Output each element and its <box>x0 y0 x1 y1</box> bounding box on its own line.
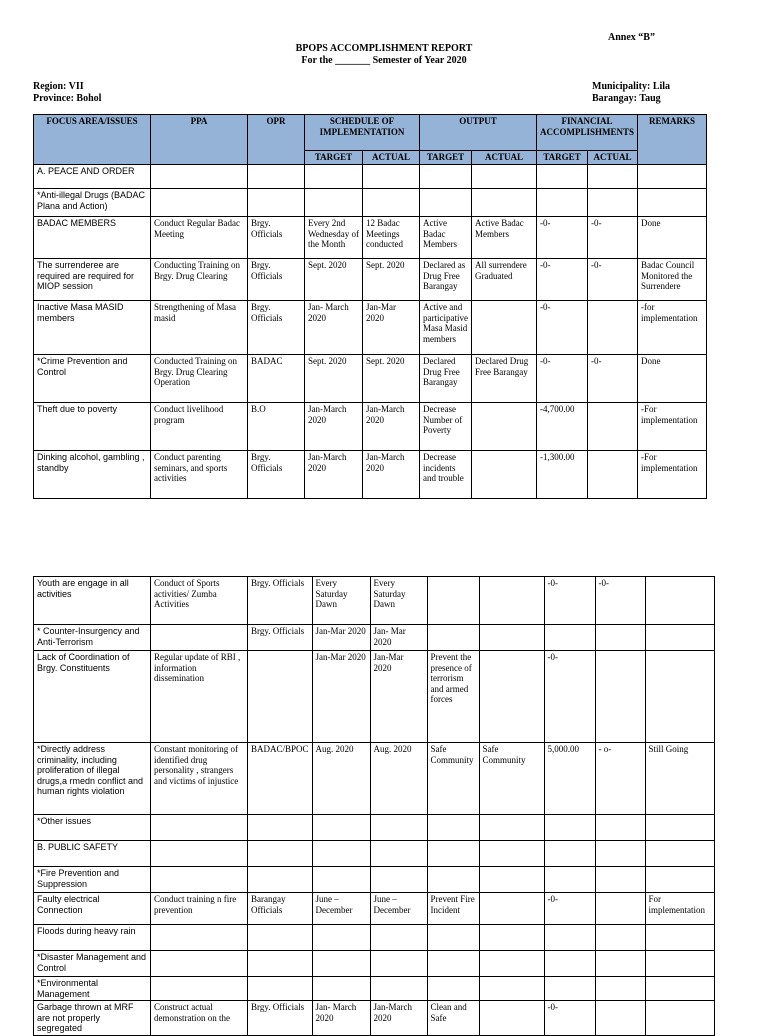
cell-output-target <box>427 977 479 1001</box>
cell-schedule-actual <box>363 189 420 217</box>
cell-schedule-target <box>312 841 370 867</box>
table-row <box>34 925 715 951</box>
cell-output-target <box>427 815 479 841</box>
cell-schedule-actual <box>370 815 427 841</box>
table-row <box>34 625 715 651</box>
cell-financial-actual <box>595 625 645 651</box>
cell-financial-target <box>544 815 595 841</box>
cell-opr: BADAC <box>248 355 305 403</box>
cell-financial-target <box>537 189 588 217</box>
cell-ppa: Constant monitoring of identified drug personality , strangers and victims of injustice <box>151 743 248 815</box>
cell-focus-area: Garbage thrown at MRF are not properly segregated <box>34 1001 151 1036</box>
cell-financial-target <box>544 925 595 951</box>
table-1-body <box>34 165 707 499</box>
cell-opr <box>248 977 313 1001</box>
cell-financial-actual <box>595 977 645 1001</box>
cell-output-target <box>427 867 479 893</box>
cell-opr: Brgy. Officials <box>248 625 313 651</box>
cell-output-actual <box>472 189 537 217</box>
cell-financial-target: -1,300.00 <box>537 451 588 499</box>
table-row <box>34 651 715 743</box>
cell-schedule-target: Jan-Mar 2020 <box>312 651 370 743</box>
cell-remarks <box>638 165 707 189</box>
table-row <box>34 977 715 1001</box>
cell-remarks: Done <box>638 355 707 403</box>
cell-financial-actual <box>588 165 638 189</box>
cell-schedule-actual: Every Saturday Dawn <box>370 577 427 625</box>
cell-focus-area: *Environmental Management <box>34 977 151 1001</box>
header-schedule-target: TARGET <box>305 151 363 165</box>
cell-output-target: Declared Drug Free Barangay <box>420 355 472 403</box>
cell-focus-area: *Other issues <box>34 815 151 841</box>
cell-schedule-actual: Jan-Mar 2020 <box>370 651 427 743</box>
cell-output-target: Declared as Drug Free Barangay <box>420 259 472 301</box>
cell-output-actual <box>479 977 544 1001</box>
cell-financial-target <box>544 625 595 651</box>
cell-output-target <box>427 577 479 625</box>
cell-output-actual <box>479 951 544 977</box>
cell-financial-target: 5,000.00 <box>544 743 595 815</box>
cell-output-actual: All surrendere Graduated <box>472 259 537 301</box>
cell-ppa <box>151 951 248 977</box>
cell-financial-target: -0- <box>537 355 588 403</box>
cell-schedule-target <box>312 867 370 893</box>
cell-schedule-actual: Jan-March 2020 <box>363 403 420 451</box>
cell-ppa: Regular update of RBI , information dissemination <box>151 651 248 743</box>
report-table-2 <box>33 576 715 1036</box>
cell-opr <box>248 841 313 867</box>
cell-focus-area: Dinking alcohol, gambling , standby <box>34 451 151 499</box>
cell-ppa <box>151 925 248 951</box>
cell-opr: B.O <box>248 403 305 451</box>
cell-output-target: Active and participative Masa Masid members <box>420 301 472 355</box>
table-row <box>34 867 715 893</box>
cell-remarks: Done <box>638 217 707 259</box>
cell-financial-actual <box>595 951 645 977</box>
cell-focus-area: * Counter-Insurgency and Anti-Terrorism <box>34 625 151 651</box>
cell-schedule-target: Every Saturday Dawn <box>312 577 370 625</box>
table-row <box>34 841 715 867</box>
barangay-label: Barangay: Taug <box>592 93 661 104</box>
cell-schedule-actual: Sept. 2020 <box>363 355 420 403</box>
cell-financial-target <box>544 841 595 867</box>
cell-financial-target: -0- <box>537 217 588 259</box>
cell-schedule-actual: Jan-March 2020 <box>363 451 420 499</box>
cell-focus-area: *Disaster Management and Control <box>34 951 151 977</box>
cell-remarks <box>645 841 714 867</box>
header-financial-target: TARGET <box>537 151 588 165</box>
cell-output-actual: Safe Community <box>479 743 544 815</box>
cell-financial-target <box>544 977 595 1001</box>
cell-ppa <box>151 189 248 217</box>
cell-opr: BADAC/BPOC <box>248 743 313 815</box>
cell-financial-actual: -0- <box>595 577 645 625</box>
table-row <box>34 165 707 189</box>
cell-output-actual <box>472 403 537 451</box>
cell-focus-area: *Anti-illegal Drugs (BADAC Plana and Action) <box>34 189 151 217</box>
cell-remarks <box>645 867 714 893</box>
cell-financial-target: -0- <box>544 651 595 743</box>
cell-schedule-actual <box>370 867 427 893</box>
cell-output-actual <box>472 451 537 499</box>
table-row <box>34 743 715 815</box>
cell-output-actual <box>479 925 544 951</box>
cell-remarks <box>645 815 714 841</box>
cell-schedule-target <box>312 925 370 951</box>
cell-ppa: Construct actual demonstration on the <box>151 1001 248 1036</box>
cell-opr: Brgy. Officials <box>248 259 305 301</box>
cell-financial-actual <box>588 189 638 217</box>
cell-output-actual <box>479 893 544 925</box>
municipality-label: Municipality: Lila <box>592 81 671 92</box>
header-output-actual: ACTUAL <box>472 151 537 165</box>
location-right <box>592 81 670 105</box>
cell-focus-area: *Crime Prevention and Control <box>34 355 151 403</box>
cell-financial-target: -0- <box>544 893 595 925</box>
cell-output-target <box>420 189 472 217</box>
cell-remarks <box>638 189 707 217</box>
cell-opr <box>248 951 313 977</box>
cell-ppa <box>151 165 248 189</box>
header-financial: FINANCIAL ACCOMPLISHMENTS <box>537 115 638 151</box>
cell-financial-actual <box>588 301 638 355</box>
table-row <box>34 951 715 977</box>
cell-output-actual <box>479 815 544 841</box>
cell-ppa: Conduct livelihood program <box>151 403 248 451</box>
cell-financial-actual: -0- <box>588 355 638 403</box>
cell-remarks <box>645 577 714 625</box>
cell-remarks: -For implementation <box>638 403 707 451</box>
cell-schedule-target: June – December <box>312 893 370 925</box>
cell-output-target <box>420 165 472 189</box>
cell-financial-target: -0- <box>544 577 595 625</box>
table-row <box>34 815 715 841</box>
cell-financial-target: -0- <box>544 1001 595 1036</box>
cell-schedule-target: Jan-March 2020 <box>305 451 363 499</box>
cell-financial-actual <box>588 451 638 499</box>
cell-ppa: Conduct training n fire prevention <box>151 893 248 925</box>
cell-ppa: Conducted Training on Brgy. Drug Clearing Operation <box>151 355 248 403</box>
cell-ppa: Strengthening of Masa masid <box>151 301 248 355</box>
cell-remarks <box>645 625 714 651</box>
cell-schedule-actual <box>370 925 427 951</box>
cell-schedule-target: Sept. 2020 <box>305 259 363 301</box>
cell-schedule-actual: Sept. 2020 <box>363 259 420 301</box>
cell-output-target: Decrease Number of Poverty <box>420 403 472 451</box>
cell-output-target: Active Badac Members <box>420 217 472 259</box>
cell-output-actual <box>479 625 544 651</box>
cell-schedule-target: Jan- March 2020 <box>312 1001 370 1036</box>
table-row <box>34 577 715 625</box>
cell-financial-actual: -0- <box>588 217 638 259</box>
cell-output-target: Clean and Safe <box>427 1001 479 1036</box>
cell-opr <box>248 651 313 743</box>
cell-financial-actual <box>595 651 645 743</box>
region-label: Region: VII <box>33 81 84 92</box>
cell-output-actual <box>479 867 544 893</box>
cell-remarks <box>645 1001 714 1036</box>
cell-schedule-target <box>305 189 363 217</box>
cell-schedule-actual: 12 Badac Meetings conducted <box>363 217 420 259</box>
cell-schedule-target: Every 2nd Wednesday of the Month <box>305 217 363 259</box>
cell-output-target <box>427 625 479 651</box>
cell-focus-area: *Directly address criminality, including proliferation of illegal drugs,a rmedn conflict and human rights violation <box>34 743 151 815</box>
cell-schedule-actual: Jan-Mar 2020 <box>363 301 420 355</box>
cell-schedule-target: Jan-March 2020 <box>305 403 363 451</box>
cell-opr: Brgy. Officials <box>248 217 305 259</box>
header-output-target: TARGET <box>420 151 472 165</box>
cell-schedule-target <box>312 815 370 841</box>
header-focus-area: FOCUS AREA/ISSUES <box>34 115 151 165</box>
cell-schedule-target: Jan-Mar 2020 <box>312 625 370 651</box>
cell-ppa: Conduct Regular Badac Meeting <box>151 217 248 259</box>
cell-focus-area: Youth are engage in all activities <box>34 577 151 625</box>
cell-focus-area: B. PUBLIC SAFETY <box>34 841 151 867</box>
cell-schedule-actual: June – December <box>370 893 427 925</box>
annex-label: Annex “B” <box>608 32 655 43</box>
cell-remarks: For implementation <box>645 893 714 925</box>
cell-schedule-target <box>305 165 363 189</box>
table-row <box>34 403 707 451</box>
cell-schedule-target: Aug. 2020 <box>312 743 370 815</box>
cell-focus-area: The surrenderee are required are required for MIOP session <box>34 259 151 301</box>
table-row <box>34 189 707 217</box>
cell-remarks: -For implementation <box>638 451 707 499</box>
report-title <box>0 43 768 67</box>
cell-focus-area: Theft due to poverty <box>34 403 151 451</box>
cell-output-actual <box>479 1001 544 1036</box>
cell-ppa: Conduct of Sports activities/ Zumba Activities <box>151 577 248 625</box>
cell-output-actual <box>479 651 544 743</box>
cell-remarks: Still Going <box>645 743 714 815</box>
cell-financial-target: -0- <box>537 301 588 355</box>
cell-remarks <box>645 951 714 977</box>
cell-output-actual <box>479 841 544 867</box>
cell-output-target <box>427 951 479 977</box>
cell-ppa <box>151 867 248 893</box>
cell-remarks <box>645 977 714 1001</box>
cell-output-target <box>427 841 479 867</box>
cell-schedule-actual <box>363 165 420 189</box>
cell-opr: Brgy. Officials <box>248 577 313 625</box>
cell-output-target: Safe Community <box>427 743 479 815</box>
cell-focus-area: Floods during heavy rain <box>34 925 151 951</box>
cell-ppa: Conducting Training on Brgy. Drug Clearing <box>151 259 248 301</box>
table-row <box>34 301 707 355</box>
cell-opr <box>248 189 305 217</box>
header-ppa: PPA <box>151 115 248 165</box>
cell-financial-actual: -0- <box>588 259 638 301</box>
cell-opr <box>248 165 305 189</box>
cell-financial-target <box>537 165 588 189</box>
cell-remarks: Badac Council Monitored the Surrendere <box>638 259 707 301</box>
header-schedule-actual: ACTUAL <box>363 151 420 165</box>
cell-opr: Brgy. Officials <box>248 1001 313 1036</box>
cell-opr <box>248 867 313 893</box>
cell-financial-target: -0- <box>537 259 588 301</box>
cell-ppa <box>151 815 248 841</box>
cell-financial-target <box>544 867 595 893</box>
header-opr: OPR <box>248 115 305 165</box>
cell-focus-area: Inactive Masa MASID members <box>34 301 151 355</box>
cell-output-actual: Active Badac Members <box>472 217 537 259</box>
cell-remarks <box>645 925 714 951</box>
cell-focus-area: Faulty electrical Connection <box>34 893 151 925</box>
header-remarks: REMARKS <box>638 115 707 165</box>
table-row <box>34 259 707 301</box>
cell-schedule-target <box>312 977 370 1001</box>
cell-focus-area: A. PEACE AND ORDER <box>34 165 151 189</box>
table-row <box>34 355 707 403</box>
cell-remarks <box>645 651 714 743</box>
location-left <box>33 81 101 105</box>
province-label: Province: Bohol <box>33 93 102 104</box>
cell-financial-actual <box>595 815 645 841</box>
cell-schedule-actual: Aug. 2020 <box>370 743 427 815</box>
header-schedule: SCHEDULE OF IMPLEMENTATION <box>305 115 420 151</box>
report-table-1 <box>33 114 707 499</box>
cell-ppa <box>151 625 248 651</box>
cell-schedule-target: Jan- March 2020 <box>305 301 363 355</box>
table-row <box>34 451 707 499</box>
cell-opr <box>248 815 313 841</box>
cell-focus-area: *Fire Prevention and Suppression <box>34 867 151 893</box>
cell-output-actual <box>472 165 537 189</box>
cell-financial-actual: - o- <box>595 743 645 815</box>
cell-opr: Brgy. Officials <box>248 451 305 499</box>
cell-output-target <box>427 925 479 951</box>
table-row <box>34 893 715 925</box>
cell-financial-actual <box>595 893 645 925</box>
cell-schedule-actual: Jan-March 2020 <box>370 1001 427 1036</box>
cell-schedule-actual <box>370 951 427 977</box>
cell-financial-actual <box>595 841 645 867</box>
cell-ppa <box>151 841 248 867</box>
cell-opr: Barangay Officials <box>248 893 313 925</box>
cell-schedule-actual <box>370 977 427 1001</box>
cell-opr <box>248 925 313 951</box>
cell-financial-target <box>544 951 595 977</box>
cell-output-actual <box>479 577 544 625</box>
cell-schedule-target: Sept. 2020 <box>305 355 363 403</box>
cell-remarks: -for implementation <box>638 301 707 355</box>
cell-focus-area: Lack of Coordination of Brgy. Constituents <box>34 651 151 743</box>
cell-opr: Brgy. Officials <box>248 301 305 355</box>
cell-output-target: Prevent Fire Incident <box>427 893 479 925</box>
cell-schedule-actual <box>370 841 427 867</box>
cell-output-target: Prevent the presence of terrorism and armed forces <box>427 651 479 743</box>
table-row <box>34 1001 715 1036</box>
cell-schedule-actual: Jan- Mar 2020 <box>370 625 427 651</box>
title-line-1: BPOPS ACCOMPLISHMENT REPORT <box>295 43 473 54</box>
cell-output-actual <box>472 301 537 355</box>
table-2-body <box>34 577 715 1036</box>
cell-output-actual: Declared Drug Free Barangay <box>472 355 537 403</box>
cell-ppa: Conduct parenting seminars, and sports activities <box>151 451 248 499</box>
header-financial-actual: ACTUAL <box>588 151 638 165</box>
cell-financial-actual <box>595 867 645 893</box>
cell-focus-area: BADAC MEMBERS <box>34 217 151 259</box>
cell-financial-actual <box>588 403 638 451</box>
cell-schedule-target <box>312 951 370 977</box>
cell-ppa <box>151 977 248 1001</box>
cell-financial-actual <box>595 1001 645 1036</box>
cell-financial-target: -4,700.00 <box>537 403 588 451</box>
header-output: OUTPUT <box>420 115 537 151</box>
cell-financial-actual <box>595 925 645 951</box>
table-row <box>34 217 707 259</box>
cell-output-target: Decrease incidents and trouble <box>420 451 472 499</box>
title-line-2: For the _______ Semester of Year 2020 <box>301 55 467 66</box>
